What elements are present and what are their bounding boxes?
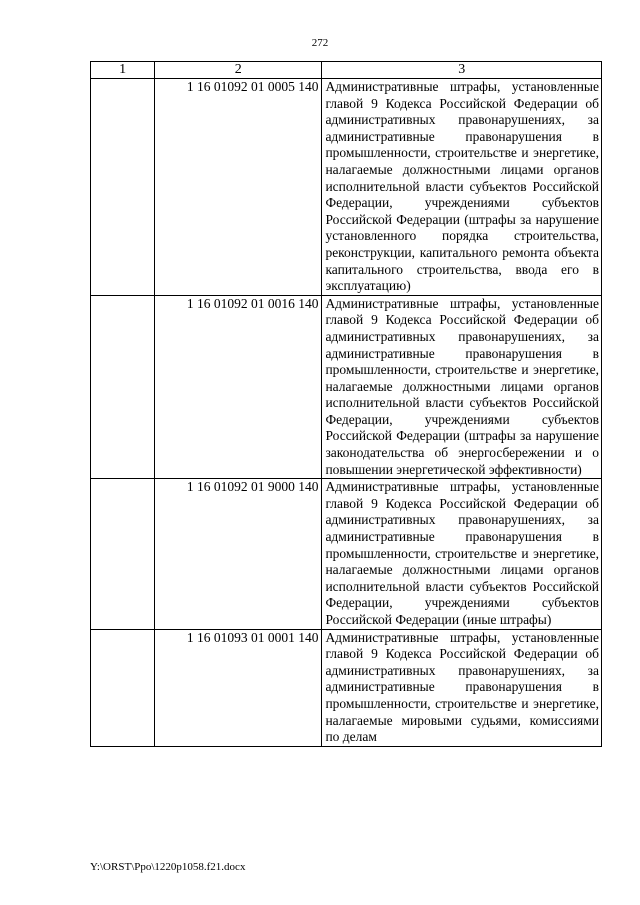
column-header-3: 3 [322,62,602,79]
description-cell: Административные штрафы, установленные главой 9 Кодекса Российской Федерации об административных правонарушениях, за административные правонарушения в промышленности, строительстве и энергетике, налагаемые мировыми судьями, комиссиями по делам [322,629,602,746]
description-cell: Административные штрафы, установленные главой 9 Кодекса Российской Федерации об административных правонарушениях, за административные правонарушения в промышленности, строительстве и энергетике, налагаемые должностными лицами органов исполнительной власти субъектов Российской Федерации, учреждениями субъектов Российской Федерации (штрафы за нарушение установленного порядка строительства, реконструкции, капитального ремонта объекта капитального строительства, ввода его в эксплуатацию) [322,79,602,296]
budget-code-cell: 1 16 01092 01 0005 140 [155,79,322,296]
column-header-1: 1 [91,62,155,79]
table-row [91,79,602,296]
table-row [91,295,602,479]
budget-code-cell: 1 16 01092 01 9000 140 [155,479,322,629]
budget-code-cell: 1 16 01092 01 0016 140 [155,295,322,479]
table-row [91,479,602,629]
table-row [91,629,602,746]
row-number-cell [91,295,155,479]
page-number: 272 [311,37,329,49]
file-path-footer: Y:\ORST\Ppo\1220p1058.f21.docx [90,861,246,873]
codes-table [90,61,602,747]
column-header-2: 2 [155,62,322,79]
description-cell: Административные штрафы, установленные главой 9 Кодекса Российской Федерации об административных правонарушениях, за административные правонарушения в промышленности, строительстве и энергетике, налагаемые должностными лицами органов исполнительной власти субъектов Российской Федерации, учреждениями субъектов Российской Федерации (штрафы за нарушение законодательства об энергосбережении и о повышении энергетической эффективности) [322,295,602,479]
row-number-cell [91,79,155,296]
row-number-cell [91,629,155,746]
row-number-cell [91,479,155,629]
budget-code-cell: 1 16 01093 01 0001 140 [155,629,322,746]
description-cell: Административные штрафы, установленные главой 9 Кодекса Российской Федерации об административных правонарушениях, за административные правонарушения в промышленности, строительстве и энергетике, налагаемые должностными лицами органов исполнительной власти субъектов Российской Федерации, учреждениями субъектов Российской Федерации (иные штрафы) [322,479,602,629]
table-header-row [91,62,602,79]
